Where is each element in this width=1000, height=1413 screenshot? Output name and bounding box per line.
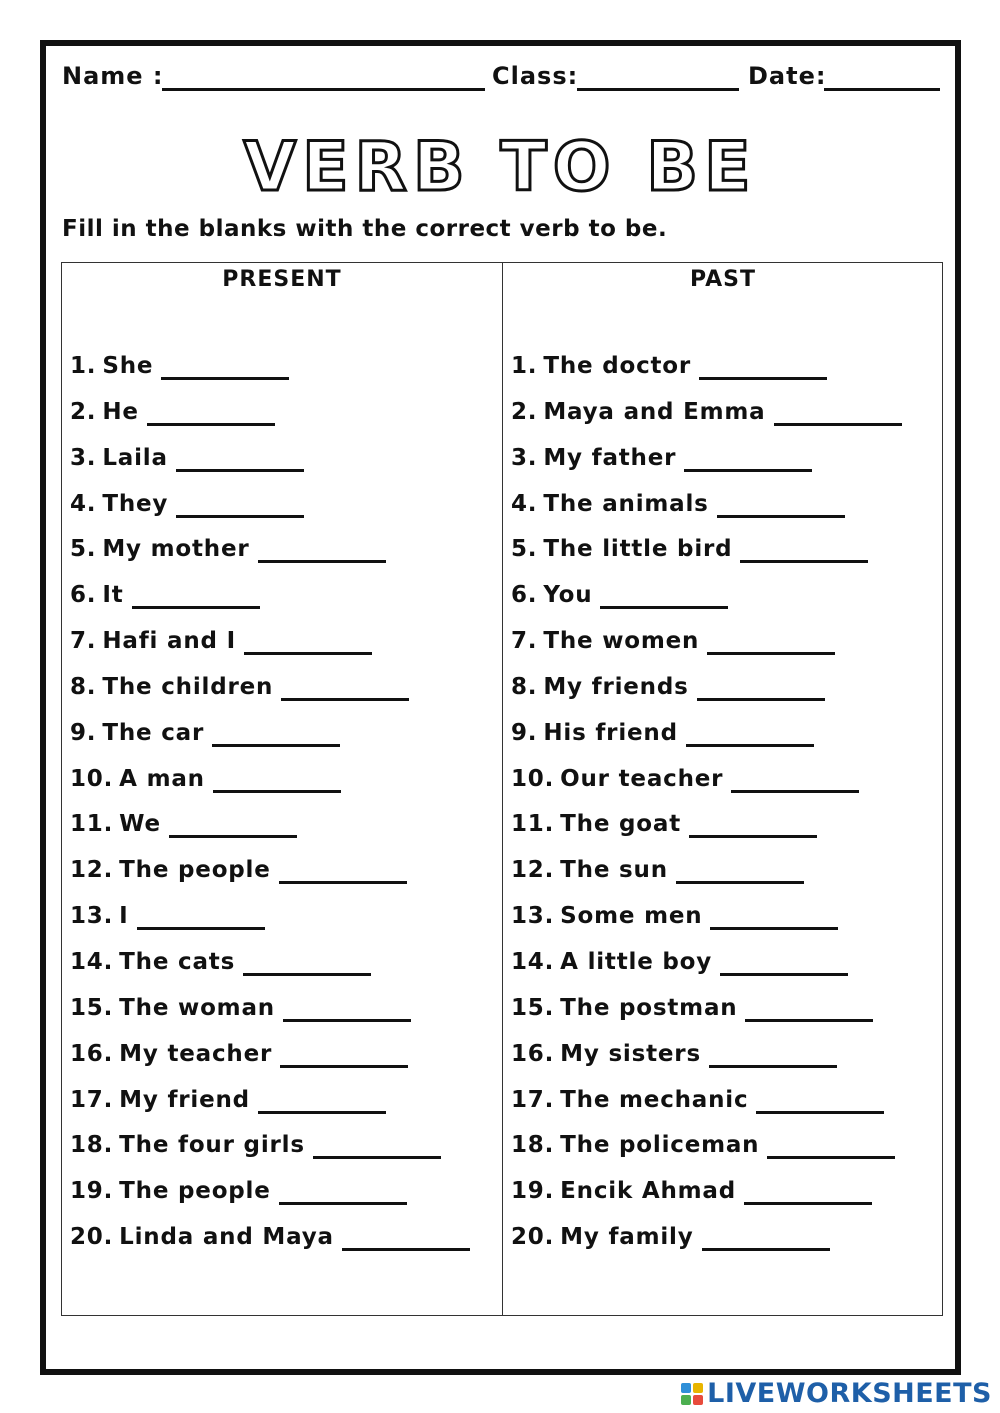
item-number: 3. — [70, 444, 97, 471]
item-number: 10. — [511, 765, 555, 792]
past-item — [511, 1178, 902, 1224]
answer-blank[interactable] — [720, 949, 848, 976]
present-item — [70, 582, 470, 628]
item-subject: The animals — [543, 490, 709, 517]
item-subject: He — [102, 398, 139, 425]
answer-blank[interactable] — [709, 1041, 837, 1068]
item-subject: The four girls — [119, 1132, 305, 1159]
logo-square-blue — [681, 1383, 691, 1393]
item-subject: A man — [119, 765, 205, 792]
item-subject: They — [102, 490, 169, 517]
answer-blank[interactable] — [702, 1224, 830, 1251]
item-number: 14. — [511, 948, 555, 975]
class-field[interactable] — [577, 88, 739, 91]
item-number: 9. — [511, 719, 538, 746]
answer-blank[interactable] — [767, 1132, 895, 1159]
item-subject: Some men — [560, 903, 703, 930]
past-item — [511, 811, 902, 857]
item-number: 12. — [70, 857, 114, 884]
item-subject: The policeman — [560, 1132, 760, 1159]
item-subject: The sun — [560, 857, 668, 884]
date-field[interactable] — [824, 88, 940, 91]
liveworksheets-logo-icon — [681, 1383, 703, 1405]
item-subject: The people — [119, 857, 271, 884]
item-subject: The people — [119, 1178, 271, 1205]
item-number: 13. — [70, 903, 114, 930]
item-subject: A little boy — [560, 948, 713, 975]
answer-blank[interactable] — [137, 903, 265, 930]
instruction-text: Fill in the blanks with the correct verb to be. — [62, 216, 668, 242]
answer-blank[interactable] — [169, 811, 297, 838]
name-label: Name : — [62, 62, 164, 90]
past-item — [511, 674, 902, 720]
answer-blank[interactable] — [774, 399, 902, 426]
item-number: 15. — [511, 994, 555, 1021]
past-heading: PAST — [690, 267, 756, 292]
present-item — [70, 766, 470, 812]
present-heading: PRESENT — [222, 267, 342, 292]
past-item — [511, 445, 902, 491]
past-item — [511, 903, 902, 949]
logo-square-red — [693, 1395, 703, 1405]
present-item — [70, 491, 470, 537]
item-number: 20. — [70, 1224, 114, 1251]
present-item — [70, 536, 470, 582]
item-subject: I — [119, 903, 129, 930]
answer-blank[interactable] — [342, 1224, 470, 1251]
present-item — [70, 353, 470, 399]
present-item — [70, 1132, 470, 1178]
title-graphic — [243, 120, 757, 210]
item-number: 16. — [511, 1040, 555, 1067]
item-number: 4. — [70, 490, 97, 517]
item-number: 18. — [70, 1132, 114, 1159]
past-item — [511, 766, 902, 812]
past-list — [511, 353, 902, 1270]
answer-blank[interactable] — [731, 766, 859, 793]
answer-blank[interactable] — [212, 720, 340, 747]
item-subject: The postman — [560, 994, 738, 1021]
item-number: 19. — [70, 1178, 114, 1205]
answer-blank[interactable] — [699, 353, 827, 380]
answer-blank[interactable] — [707, 628, 835, 655]
present-item — [70, 1224, 470, 1270]
item-subject: The car — [102, 719, 205, 746]
item-subject: We — [119, 811, 161, 838]
answer-blank[interactable] — [745, 995, 873, 1022]
item-subject: My friend — [119, 1086, 250, 1113]
present-item — [70, 857, 470, 903]
past-item — [511, 353, 902, 399]
past-item — [511, 536, 902, 582]
past-item — [511, 1224, 902, 1270]
present-item — [70, 674, 470, 720]
answer-blank[interactable] — [258, 536, 386, 563]
present-list — [70, 353, 470, 1270]
item-number: 18. — [511, 1132, 555, 1159]
item-subject: His friend — [543, 719, 678, 746]
liveworksheets-logo[interactable] — [681, 1378, 992, 1409]
answer-blank[interactable] — [279, 1178, 407, 1205]
answer-blank[interactable] — [744, 1178, 872, 1205]
present-item — [70, 1041, 470, 1087]
item-number: 1. — [70, 353, 97, 379]
item-number: 8. — [511, 673, 538, 700]
present-item — [70, 720, 470, 766]
item-number: 5. — [70, 536, 97, 563]
item-subject: My friends — [543, 673, 689, 700]
past-item — [511, 857, 902, 903]
item-number: 3. — [511, 444, 538, 471]
item-number: 19. — [511, 1178, 555, 1205]
student-info-header — [62, 60, 940, 96]
item-subject: The women — [543, 628, 700, 655]
answer-blank[interactable] — [600, 582, 728, 609]
item-subject: Laila — [102, 444, 168, 471]
item-subject: The doctor — [543, 353, 692, 379]
answer-blank[interactable] — [243, 949, 371, 976]
past-item — [511, 582, 902, 628]
item-subject: You — [543, 582, 593, 609]
answer-blank[interactable] — [676, 857, 804, 884]
item-subject: My teacher — [119, 1040, 273, 1067]
past-item — [511, 1041, 902, 1087]
exercise-table — [61, 262, 943, 1316]
date-label: Date: — [748, 62, 827, 90]
title-text: VERB TO BE — [243, 128, 757, 207]
item-number: 7. — [70, 628, 97, 655]
item-subject: She — [102, 353, 154, 379]
item-subject: The children — [102, 673, 274, 700]
item-subject: Our teacher — [560, 765, 724, 792]
present-item — [70, 1178, 470, 1224]
answer-blank[interactable] — [684, 445, 812, 472]
item-number: 14. — [70, 948, 114, 975]
item-number: 7. — [511, 628, 538, 655]
item-subject: Maya and Emma — [543, 398, 766, 425]
item-subject: The cats — [119, 948, 236, 975]
item-number: 6. — [70, 582, 97, 609]
item-subject: The goat — [560, 811, 682, 838]
item-number: 17. — [70, 1086, 114, 1113]
answer-blank[interactable] — [740, 536, 868, 563]
item-number: 20. — [511, 1224, 555, 1251]
item-number: 2. — [511, 398, 538, 425]
past-item — [511, 949, 902, 995]
answer-blank[interactable] — [710, 903, 838, 930]
item-number: 17. — [511, 1086, 555, 1113]
item-number: 12. — [511, 857, 555, 884]
past-item — [511, 399, 902, 445]
answer-blank[interactable] — [717, 491, 845, 518]
item-number: 13. — [511, 903, 555, 930]
item-number: 11. — [511, 811, 555, 838]
item-number: 16. — [70, 1040, 114, 1067]
answer-blank[interactable] — [756, 1087, 884, 1114]
item-subject: Linda and Maya — [119, 1224, 334, 1251]
present-item — [70, 949, 470, 995]
answer-blank[interactable] — [697, 674, 825, 701]
item-number: 2. — [70, 398, 97, 425]
past-item — [511, 995, 902, 1041]
answer-blank[interactable] — [279, 857, 407, 884]
past-item — [511, 1087, 902, 1133]
answer-blank[interactable] — [686, 720, 814, 747]
item-number: 10. — [70, 765, 114, 792]
answer-blank[interactable] — [132, 582, 260, 609]
worksheet-title — [0, 120, 1000, 210]
past-item — [511, 628, 902, 674]
answer-blank[interactable] — [176, 445, 304, 472]
answer-blank[interactable] — [280, 1041, 408, 1068]
item-number: 4. — [511, 490, 538, 517]
item-number: 9. — [70, 719, 97, 746]
item-subject: My father — [543, 444, 677, 471]
item-number: 8. — [70, 673, 97, 700]
name-field[interactable] — [162, 88, 485, 91]
answer-blank[interactable] — [258, 1087, 386, 1114]
answer-blank[interactable] — [244, 628, 372, 655]
answer-blank[interactable] — [161, 353, 289, 380]
item-subject: The mechanic — [560, 1086, 749, 1113]
logo-square-yellow — [693, 1383, 703, 1393]
item-number: 11. — [70, 811, 114, 838]
item-number: 5. — [511, 536, 538, 563]
item-subject: My family — [560, 1224, 694, 1251]
item-subject: My mother — [102, 536, 250, 563]
class-label: Class: — [492, 62, 579, 90]
answer-blank[interactable] — [313, 1132, 441, 1159]
present-item — [70, 811, 470, 857]
answer-blank[interactable] — [147, 399, 275, 426]
item-subject: It — [102, 582, 124, 609]
item-number: 15. — [70, 994, 114, 1021]
answer-blank[interactable] — [281, 674, 409, 701]
item-subject: My sisters — [560, 1040, 701, 1067]
item-subject: Encik Ahmad — [560, 1178, 736, 1205]
present-item — [70, 628, 470, 674]
present-item — [70, 903, 470, 949]
item-subject: The woman — [119, 994, 275, 1021]
item-subject: Hafi and I — [102, 628, 236, 655]
item-subject: The little bird — [543, 536, 733, 563]
column-divider — [502, 263, 503, 1315]
present-item — [70, 445, 470, 491]
logo-text: LIVEWORKSHEETS — [707, 1378, 992, 1409]
answer-blank[interactable] — [689, 811, 817, 838]
answer-blank[interactable] — [283, 995, 411, 1022]
past-item — [511, 491, 902, 537]
present-item — [70, 995, 470, 1041]
present-item — [70, 399, 470, 445]
past-item — [511, 1132, 902, 1178]
answer-blank[interactable] — [176, 491, 304, 518]
past-item — [511, 720, 902, 766]
answer-blank[interactable] — [213, 766, 341, 793]
present-item — [70, 1087, 470, 1133]
item-number: 1. — [511, 353, 538, 379]
logo-square-green — [681, 1395, 691, 1405]
item-number: 6. — [511, 582, 538, 609]
